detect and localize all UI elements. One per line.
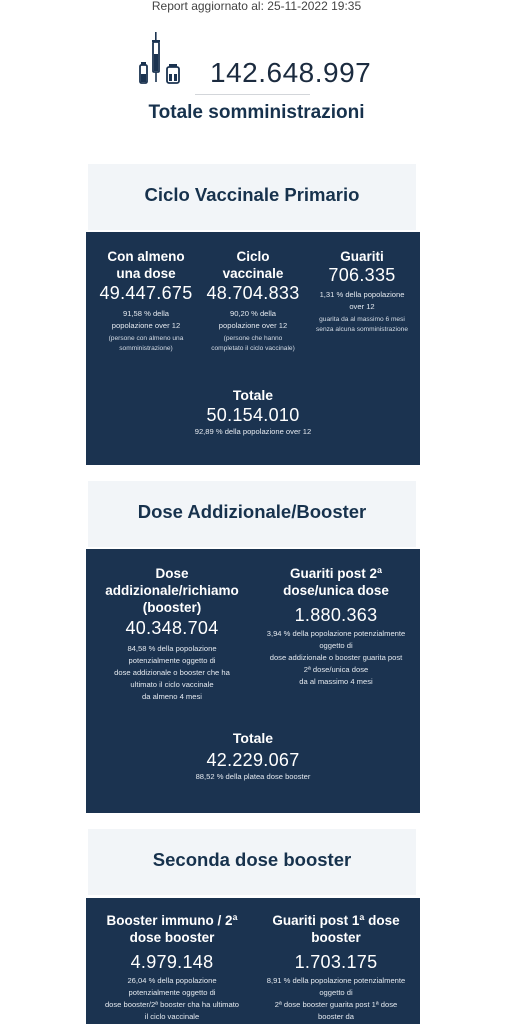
stat-note: (persone che hanno — [223, 335, 283, 342]
second-booster-dose-stat — [94, 912, 250, 1023]
stat-desc: 84,58 % della popolazione — [127, 644, 217, 653]
stat-label: Booster immuno / 2ª — [106, 913, 238, 928]
stat-label: Guariti post 2ª — [289, 566, 382, 581]
primary-total-stat — [86, 386, 420, 438]
report-updated-text: Report aggiornato al: 25-11-2022 19:35 — [151, 0, 362, 13]
recovered-post-second-dose-stat — [258, 565, 414, 688]
stat-desc: 3,94 % della popolazione potenzialmente — [266, 629, 406, 638]
stat-desc: potenzialmente oggetto di — [128, 988, 216, 997]
hero-divider — [195, 94, 310, 95]
stat-desc: 90,20 % della — [229, 309, 277, 318]
stat-label: Con almeno — [107, 249, 185, 264]
stat-note: guarita da al massimo 6 mesi — [319, 316, 405, 323]
stat-desc: 8,91 % della popolazione potenzialmente — [266, 976, 406, 985]
second-booster-panel — [86, 898, 420, 1024]
stat-label: Dose — [155, 566, 189, 581]
stat-desc: 91,58 % della — [122, 309, 170, 318]
primary-cycle-panel — [86, 232, 420, 465]
total-desc: 88,52 % della platea dose booster — [195, 772, 311, 781]
stat-value: 4.979.148 — [130, 952, 214, 972]
total-administrations-caption: Totale somministrazioni — [148, 102, 365, 123]
second-booster-header: Seconda dose booster — [88, 829, 416, 895]
at-least-one-dose-stat — [90, 248, 202, 354]
stat-label: dose booster — [129, 930, 215, 945]
stat-note: somministrazione) — [119, 345, 173, 352]
stat-desc: popolazione over 12 — [218, 321, 288, 330]
stat-desc: ultimato il ciclo vaccinale — [130, 680, 214, 689]
total-value: 42.229.067 — [206, 750, 300, 770]
total-label: Totale — [232, 387, 274, 403]
stat-desc: over 12 — [349, 302, 375, 311]
stat-desc: dose booster/2ª booster cha ha ultimato — [104, 1000, 240, 1009]
total-label: Totale — [232, 730, 274, 746]
stat-value: 49.447.675 — [99, 283, 193, 303]
stat-value: 48.704.833 — [206, 283, 300, 303]
stat-desc: 26,04 % della popolazione — [127, 976, 217, 985]
stat-value: 1.703.175 — [294, 952, 378, 972]
stat-label: addizionale/richiamo — [105, 583, 239, 598]
stat-desc: potenzialmente oggetto di — [128, 656, 216, 665]
total-administrations-hero — [0, 30, 513, 130]
booster-total-stat — [86, 729, 420, 783]
stat-desc: 2ª dose booster guarita post 1ª dose — [274, 1000, 398, 1009]
stat-desc: il ciclo vaccinale — [144, 1012, 200, 1021]
stat-label: vaccinale — [222, 266, 284, 281]
booster-panel — [86, 549, 420, 813]
stat-label: Guariti post 1ª dose — [272, 913, 400, 928]
stat-desc: oggetto di — [319, 641, 353, 650]
stat-value: 1.880.363 — [294, 605, 378, 625]
stat-desc: dose addizionale o booster guarita post — [269, 653, 403, 662]
stat-label: booster — [311, 930, 361, 945]
stat-value: 706.335 — [328, 265, 396, 285]
total-desc: 92,89 % della popolazione over 12 — [194, 427, 312, 436]
total-administrations-value: 142.648.997 — [210, 57, 372, 88]
stat-label: una dose — [116, 266, 176, 281]
stat-note: completato il ciclo vaccinale) — [211, 345, 295, 352]
stat-note: senza alcuna somministrazione — [316, 326, 408, 333]
stat-desc: 1,31 % della popolazione — [319, 290, 405, 299]
stat-label: dose/unica dose — [283, 583, 389, 598]
stat-value: 40.348.704 — [125, 618, 219, 638]
stat-label: (booster) — [142, 600, 202, 615]
recovered-post-first-booster-stat — [258, 912, 414, 1023]
primary-cycle-header: Ciclo Vaccinale Primario — [88, 164, 416, 230]
additional-booster-dose-stat — [94, 565, 250, 703]
stat-desc: oggetto di — [319, 988, 353, 997]
stat-desc: da al massimo 4 mesi — [299, 677, 373, 686]
vaccine-cycle-stat — [198, 248, 308, 354]
stat-note: (persone con almeno una — [108, 335, 184, 342]
syringe-vials-icon — [138, 32, 182, 86]
stat-label: Ciclo — [236, 249, 270, 264]
stat-desc: booster da — [318, 1012, 354, 1021]
stat-desc: 2ª dose/unica dose — [303, 665, 369, 674]
stat-desc: da almeno 4 mesi — [142, 692, 202, 701]
stat-label: Guariti — [340, 249, 384, 264]
recovered-stat — [308, 248, 416, 335]
stat-desc: dose addizionale o booster che ha — [114, 668, 230, 677]
stat-desc: popolazione over 12 — [111, 321, 181, 330]
booster-header: Dose Addizionale/Booster — [88, 481, 416, 547]
total-value: 50.154.010 — [206, 405, 300, 425]
